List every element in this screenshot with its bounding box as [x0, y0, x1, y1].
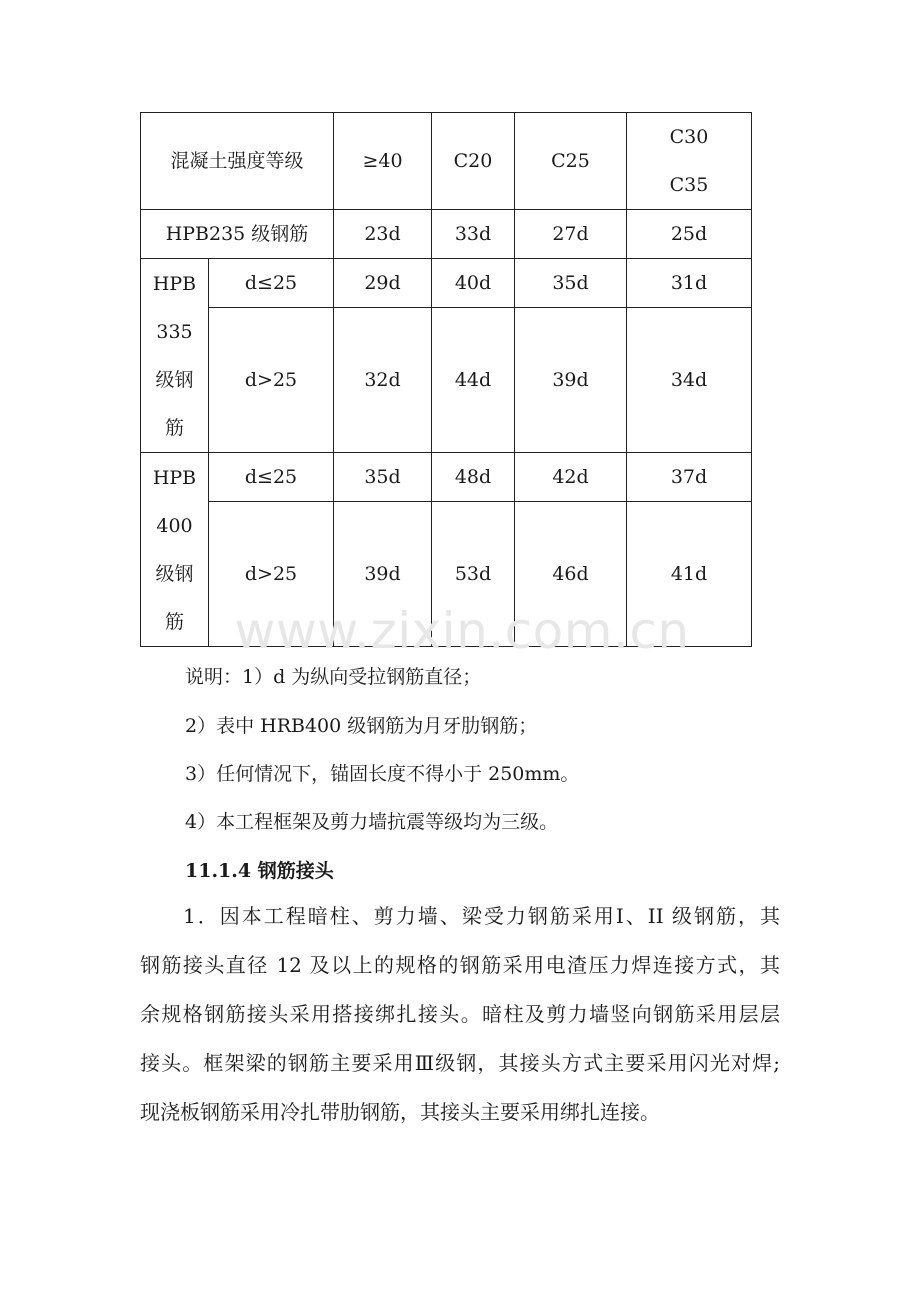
paragraph-line: 钢筋接头直径 12 及以上的规格的钢筋采用电渣压力焊连接方式，其 [140, 953, 780, 977]
table-cell: 40d [432, 259, 515, 308]
table-row [141, 259, 752, 308]
table-row [141, 502, 752, 647]
body-paragraph [140, 892, 780, 1137]
group-label-line: 筋 [164, 610, 184, 633]
group-label-line: HPB [152, 272, 197, 295]
header-col-c30-c35 [627, 113, 752, 210]
paragraph-line: 余规格钢筋接头采用搭接绑扎接头。暗柱及剪力墙竖向钢筋采用层层 [140, 1002, 780, 1026]
header-c35: C35 [669, 174, 709, 196]
group-label-line: 筋 [164, 416, 184, 439]
header-grade-label: 混凝土强度等级 [141, 113, 334, 210]
table-cell: 23d [334, 210, 432, 259]
table-cell: 37d [627, 453, 752, 502]
condition-cell: d>25 [209, 308, 334, 453]
table-cell: 35d [334, 453, 432, 502]
table-cell: 39d [515, 308, 627, 453]
condition-cell: d≤25 [209, 453, 334, 502]
group-label-line: 级钢 [155, 562, 194, 585]
table-cell: 53d [432, 502, 515, 647]
group-label-hpb335 [141, 259, 209, 453]
note-line-1: 说明：1）d 为纵向受拉钢筋直径； [185, 666, 482, 688]
table-cell: 41d [627, 502, 752, 647]
header-c30: C30 [669, 126, 709, 148]
table-cell: 27d [515, 210, 627, 259]
table-cell: 42d [515, 453, 627, 502]
paragraph-line: 现浇板钢筋采用冷扎带肋钢筋，其接头主要采用绑扎连接。 [140, 1100, 660, 1124]
header-col-c25: C25 [515, 113, 627, 210]
section-heading: 11.1.4 钢筋接头 [185, 860, 334, 882]
table-cell: 29d [334, 259, 432, 308]
condition-cell: d≤25 [209, 259, 334, 308]
anchorage-length-table [140, 112, 752, 647]
header-col-c20: C20 [432, 113, 515, 210]
table-cell: 35d [515, 259, 627, 308]
row-label-hpb235: HPB235 级钢筋 [141, 210, 334, 259]
table-cell: 39d [334, 502, 432, 647]
watermark: www.zixin.com.cn [234, 602, 690, 660]
table-row [141, 308, 752, 453]
table-cell: 32d [334, 308, 432, 453]
table-cell: 31d [627, 259, 752, 308]
table-cell: 34d [627, 308, 752, 453]
table-cell: 44d [432, 308, 515, 453]
table-cell: 46d [515, 502, 627, 647]
group-label-line: 335 [156, 320, 193, 343]
group-label-hpb400 [141, 453, 209, 647]
group-label-line: 400 [156, 514, 193, 537]
table-row [141, 453, 752, 502]
group-label-line: HPB [152, 466, 197, 489]
table-cell: 25d [627, 210, 752, 259]
table-cell: 33d [432, 210, 515, 259]
table-row [141, 210, 752, 259]
note-line-4: 4）本工程框架及剪力墙抗震等级均为三级。 [185, 811, 559, 833]
table-cell: 48d [432, 453, 515, 502]
group-label-line: 级钢 [155, 368, 194, 391]
paragraph-line: 1．因本工程暗柱、剪力墙、梁受力钢筋采用Ⅰ、II 级钢筋，其 [183, 904, 780, 928]
paragraph-line: 接头。框架梁的钢筋主要采用Ⅲ级钢，其接头方式主要采用闪光对焊; [140, 1051, 780, 1075]
condition-cell: d>25 [209, 502, 334, 647]
table-header-row [141, 113, 752, 210]
note-line-3: 3）任何情况下，锚固长度不得小于 250mm。 [185, 763, 580, 785]
header-col-ge40: ≥40 [334, 113, 432, 210]
note-line-2: 2）表中 HRB400 级钢筋为月牙肋钢筋； [185, 715, 538, 737]
